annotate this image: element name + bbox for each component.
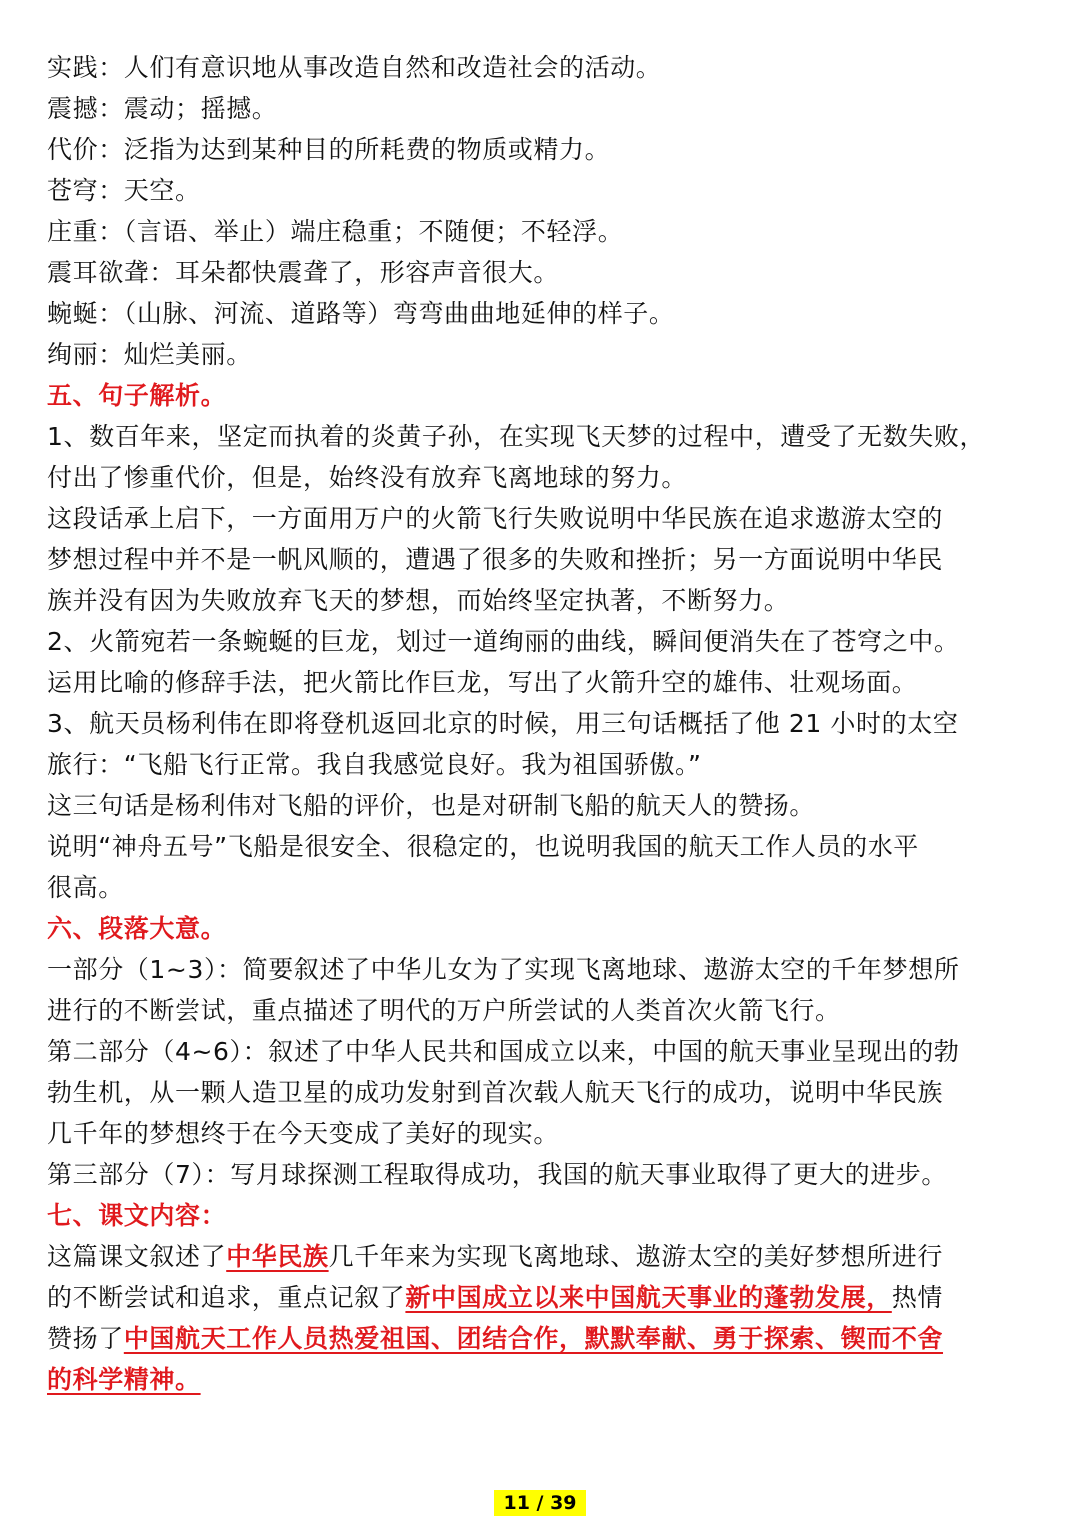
paragraph-line: 第二部分（4~6）：叙述了中华人民共和国成立以来，中国的航天事业呈现出的勃 (47, 1037, 960, 1066)
paragraph-line: 勃生机，从一颗人造卫星的成功发射到首次载人航天飞行的成功，说明中华民族 (47, 1078, 944, 1107)
vocab-item: 实践：人们有意识地从事改造自然和改造社会的活动。 (47, 53, 662, 82)
document-body (47, 47, 1037, 1400)
highlight-text: 中华民族 (226, 1242, 329, 1271)
paragraph-line: 运用比喻的修辞手法，把火箭比作巨龙，写出了火箭升空的雄伟、壮观场面。 (47, 668, 918, 697)
text-segment: 热情 (891, 1283, 944, 1312)
vocab-item: 苍穹：天空。 (47, 176, 201, 205)
section-heading-text-content: 七、课文内容： (47, 1201, 227, 1230)
page-number: 11 / 39 (494, 1490, 586, 1516)
paragraph-line: 这三句话是杨利伟对飞船的评价，也是对研制飞船的航天人的赞扬。 (47, 791, 816, 820)
section-heading-paragraph-summary: 六、段落大意。 (47, 914, 227, 943)
vocab-item: 震撼：震动；摇撼。 (47, 94, 278, 123)
vocab-item: 代价：泛指为达到某种目的所耗费的物质或精力。 (47, 135, 611, 164)
paragraph-line: 族并没有因为失败放弃飞天的梦想，而始终坚定执著，不断努力。 (47, 586, 790, 615)
paragraph-line: 2、火箭宛若一条蜿蜒的巨龙，划过一道绚丽的曲线，瞬间便消失在了苍穹之中。 (47, 627, 960, 656)
text-segment: 这篇课文叙述了 (47, 1242, 227, 1271)
paragraph-line: 很高。 (47, 873, 124, 902)
content-line (47, 1359, 1037, 1400)
paragraph-line: 几千年的梦想终于在今天变成了美好的现实。 (47, 1119, 560, 1148)
section-heading-sentence-analysis: 五、句子解析。 (47, 381, 227, 410)
text-segment: 的不断尝试和追求，重点记叙了 (47, 1283, 406, 1312)
text-segment: 几千年来为实现飞离地球、遨游太空的美好梦想所进行 (328, 1242, 944, 1271)
highlight-text: 中国航天工作人员热爱祖国、团结合作，默默奉献、勇于探索、锲而不舍 (123, 1324, 944, 1353)
vocab-item: 庄重：（言语、举止）端庄稳重；不随便；不轻浮。 (47, 217, 624, 246)
paragraph-line: 1、数百年来，坚定而执着的炎黄子孙，在实现飞天梦的过程中，遭受了无数失败， (47, 422, 986, 451)
content-line (47, 1318, 1037, 1359)
paragraph-line: 3、航天员杨利伟在即将登机返回北京的时候，用三句话概括了他 21 小时的太空 (47, 709, 959, 738)
paragraph-line: 付出了惨重代价，但是，始终没有放弃飞离地球的努力。 (47, 463, 688, 492)
paragraph-line: 旅行：“飞船飞行正常。我自我感觉良好。我为祖国骄傲。” (47, 750, 702, 779)
text-segment: 赞扬了 (47, 1324, 124, 1353)
paragraph-line: 这段话承上启下，一方面用万户的火箭飞行失败说明中华民族在追求遨游太空的 (47, 504, 944, 533)
highlight-text: 的科学精神。 (47, 1365, 201, 1394)
paragraph-line: 说明“神舟五号”飞船是很安全、很稳定的，也说明我国的航天工作人员的水平 (47, 832, 919, 861)
paragraph-line: 梦想过程中并不是一帆风顺的，遭遇了很多的失败和挫折；另一方面说明中华民 (47, 545, 944, 574)
content-line (47, 1236, 1037, 1277)
paragraph-line: 第三部分（7）：写月球探测工程取得成功，我国的航天事业取得了更大的进步。 (47, 1160, 948, 1189)
vocab-item: 绚丽：灿烂美丽。 (47, 340, 252, 369)
vocab-item: 震耳欲聋：耳朵都快震聋了，形容声音很大。 (47, 258, 560, 287)
paragraph-line: 进行的不断尝试，重点描述了明代的万户所尝试的人类首次火箭飞行。 (47, 996, 841, 1025)
vocab-item: 蜿蜒：（山脉、河流、道路等）弯弯曲曲地延伸的样子。 (47, 299, 675, 328)
paragraph-line: 一部分（1~3）：简要叙述了中华儿女为了实现飞离地球、遨游太空的千年梦想所 (47, 955, 960, 984)
content-line (47, 1277, 1037, 1318)
highlight-text: 新中国成立以来中国航天事业的蓬勃发展， (405, 1283, 892, 1312)
